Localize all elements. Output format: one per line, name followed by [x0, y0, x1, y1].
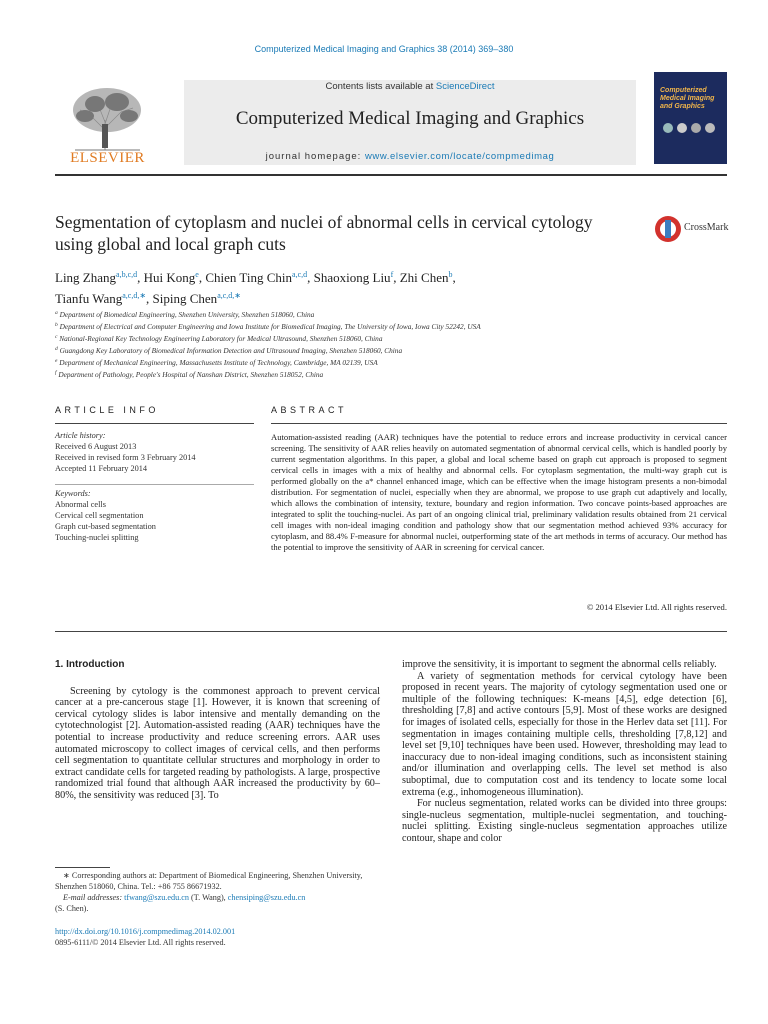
elsevier-wordmark: ELSEVIER	[70, 150, 145, 166]
section-heading-introduction: 1. Introduction	[55, 659, 125, 670]
abstract-rule	[271, 423, 727, 424]
affiliation-item	[55, 368, 715, 380]
keywords-label: Keywords:	[55, 489, 91, 498]
crossmark-badge[interactable]	[654, 213, 734, 245]
affiliation-item	[55, 356, 715, 368]
author-affiliation-marker[interactable]: f	[390, 270, 394, 279]
paper-title: Segmentation of cytoplasm and nuclei of abnormal cells in cervical cytology using global and local graph cuts	[55, 212, 593, 254]
affiliation-marker: f	[55, 370, 57, 376]
author-name[interactable]: Tianfu Wang	[55, 291, 123, 306]
abstract-text: Automation-assisted reading (AAR) techniques have the potential to reduce errors and increase productivity in cervical cancer screening. The sensitivity of AAR relies heavily on automated segmentation of abnormal cervical cells, which is handled poorly by current segmentation algorithms. In this paper, a global and local scheme based on graph cut approach is proposed to segment cervical cells in images with a mix of healthy and abnormal cells. For cytoplasm segmentation, the multi-way graph cut is performed globally on the a* channel enhanced image, which can be effective when the image histogram presents a non-bimodal distribution. For segmentation of nuclei, especially when they are abnormal, we propose to use graph cut adaptively and locally, which allows the combination of intensity, texture, boundary and region information. Two concave points-based approaches are integrated to split the touching-nuclei. As part of an ongoing clinical trial, preliminary validation results obtained from 21 cervical cell images with non-ideal imaging condition and pathology show that our segmentation method achieved 93% accuracy for cytoplasm, and 88.4% F-measure for abnormal nuclei, outperforming state of the art methods in terms of accuracy. Our method has the potential to improve the sensitivity of AAR in screening for cervical cancer.	[271, 432, 727, 552]
keywords-rule	[55, 484, 254, 485]
author-name[interactable]: Zhi Chen	[399, 270, 449, 285]
affiliation-text: National-Regional Key Technology Engineering Laboratory for Medical Ultrasound, Shenzhen 518060, China	[59, 334, 383, 343]
abstract-bottom-rule	[55, 631, 727, 632]
affiliation-text: Department of Electrical and Computer Engineering and Iowa Institute for Biomedical Imaging, The University of Iowa, Iowa City 52242, USA	[59, 322, 481, 331]
homepage-prefix: journal homepage:	[265, 151, 365, 162]
keyword-item: Cervical cell segmentation	[55, 511, 144, 520]
author-separator: ,	[452, 270, 456, 285]
author-affiliation-marker[interactable]: b	[448, 270, 453, 279]
email-link-chen[interactable]: chensiping@szu.edu.cn	[227, 893, 306, 902]
author-separator: ,	[198, 270, 206, 285]
author-affiliation-marker[interactable]: a,c,d,∗	[122, 291, 147, 300]
intro-paragraph-1: Screening by cytology is the commonest approach to prevent cervical cancer at a pre-cancerous stage [1]. However, it is known that screening of cervical cytology slides is labor intensive and mentally demanding on the cytotechnologist [2]. Automation-assisted reading (AAR) techniques have the potential to increase productivity and reduce screening errors. AAR uses automated microscopy to collect images of cervical cells, and then performs cell segmentation to quantitate cellular structures and morphology in order to extract candidate cells for targeted reading by pathologists. A large, prospective randomized trial found that although AAR increased the productivity by 60–80%, the sensitivity was reduced [3]. To	[55, 685, 380, 801]
contents-line	[184, 81, 636, 92]
author-affiliation-marker[interactable]: a,c,d	[292, 270, 308, 279]
email-link-wang[interactable]: tfwang@szu.edu.cn	[124, 893, 189, 902]
affiliation-text: Department of Biomedical Engineering, Shenzhen University, Shenzhen 518060, China	[59, 310, 315, 319]
author-list	[55, 266, 695, 308]
homepage-link[interactable]: www.elsevier.com/locate/compmedimag	[364, 151, 555, 162]
history-received: Received 6 August 2013	[55, 442, 137, 451]
intro-paragraph-3: For nucleus segmentation, related works can be divided into three groups: single-nucleus segmentation, multiple-nuclei segmentation, and touching-nuclei splitting. Existing single-nucleus segmentation approaches utilize contour, shape and color	[402, 798, 727, 844]
intro-paragraph-continued: improve the sensitivity, it is important to segment the abnormal cells reliably.	[402, 659, 717, 670]
keywords-block	[55, 488, 255, 543]
author-name[interactable]: Siping Chen	[152, 291, 218, 306]
journal-title: Computerized Medical Imaging and Graphics	[235, 108, 585, 129]
affiliation-marker: a	[55, 310, 58, 316]
issn-line: 0895-6111/© 2014 Elsevier Ltd. All rights reserved.	[55, 938, 226, 947]
affiliation-marker: b	[55, 322, 58, 328]
history-accepted: Accepted 11 February 2014	[55, 464, 148, 473]
author-separator: ,	[137, 270, 144, 285]
footnote-email1-note: (T. Wang),	[188, 893, 228, 902]
history-revised: Received in revised form 3 February 2014	[55, 453, 196, 462]
sciencedirect-link[interactable]: ScienceDirect	[435, 81, 495, 92]
affiliation-item	[55, 332, 715, 344]
cover-title: Computerized Medical Imaging and Graphics	[660, 87, 715, 110]
affiliation-list	[55, 308, 715, 380]
keyword-item: Abnormal cells	[55, 500, 106, 509]
affiliation-text: Department of Pathology, People's Hospital of Nanshan District, Shenzhen 518052, China	[58, 370, 324, 379]
journal-reference-link[interactable]: Computerized Medical Imaging and Graphics 38 (2014) 369–380	[254, 44, 514, 54]
intro-paragraph-2: A variety of segmentation methods for cervical cytology have been proposed in recent years. The majority of cytology segmentation used one or multiple of the following techniques: K-means [4,5], edge detection [6], thresholding [7,8] and active contours [5,9]. Most of these works are designed for images of isolated cells, especially for those in the Herlev data set [11]. For segmentation in images containing multiple cells, thresholding [7,8,12] and level set [9,10] techniques have been used. However, thresholding may lead to inaccuracy due to non-ideal imaging conditions, such as inconsistent staining and/or illumination and overlapping cells. The level set method is also suboptimal, due to computation cost and its tendency to locate some local extrema (e.g., inhomogeneous illumination).	[402, 670, 727, 798]
header-rule	[55, 174, 727, 176]
footnote-rule	[55, 867, 110, 868]
author-name[interactable]: Hui Kong	[143, 270, 196, 285]
keyword-item: Touching-nuclei splitting	[55, 533, 139, 542]
corresponding-author-footnote	[55, 870, 380, 914]
body-column-right	[402, 659, 727, 845]
abstract-heading: ABSTRACT	[271, 405, 348, 415]
author-name[interactable]: Shaoxiong Liu	[313, 270, 391, 285]
footnote-email-label: E-mail addresses:	[63, 893, 125, 902]
keyword-item: Graph cut-based segmentation	[55, 522, 156, 531]
doi-link[interactable]: http://dx.doi.org/10.1016/j.compmedimag.2014.02.001	[55, 927, 236, 936]
affiliation-marker: d	[55, 346, 58, 352]
cover-images	[660, 122, 720, 134]
author-separator: ,	[307, 270, 314, 285]
author-affiliation-marker[interactable]: a,b,c,d	[116, 270, 138, 279]
affiliation-marker: e	[55, 358, 58, 364]
contents-prefix: Contents lists available at	[325, 81, 436, 92]
homepage-line	[184, 151, 636, 162]
affiliation-marker: c	[55, 334, 58, 340]
article-history	[55, 430, 255, 474]
article-info-rule	[55, 423, 254, 424]
author-affiliation-marker[interactable]: a,c,d,∗	[217, 291, 241, 300]
author-name[interactable]: Chien Ting Chin	[205, 270, 293, 285]
author-name[interactable]: Ling Zhang	[55, 270, 117, 285]
author-affiliation-marker[interactable]: e	[195, 270, 199, 279]
author-separator: ,	[146, 291, 153, 306]
affiliation-text: Guangdong Key Laboratory of Biomedical Information Detection and Ultrasound Imaging, Shenzhen 518060, China	[59, 346, 403, 355]
crossmark-label: CrossMark	[684, 222, 729, 233]
affiliation-item	[55, 308, 715, 320]
abstract-copyright: © 2014 Elsevier Ltd. All rights reserved.	[586, 602, 727, 612]
doi-block	[55, 926, 385, 948]
affiliation-text: Department of Mechanical Engineering, Massachusetts Institute of Technology, Cambridge, MA 02139, USA	[59, 358, 378, 367]
crossmark-icon	[654, 213, 682, 245]
article-info-heading: ARTICLE INFO	[55, 405, 159, 415]
affiliation-item	[55, 320, 715, 332]
footnote-corresponding: ∗ Corresponding authors at: Department of Biomedical Engineering, Shenzhen University, Shenzhen 518060, China. Tel.: +86 755 86671932.	[55, 871, 363, 891]
footnote-email2-note: (S. Chen).	[55, 904, 89, 913]
history-label: Article history:	[55, 431, 106, 440]
author-separator: ,	[393, 270, 400, 285]
journal-cover-thumbnail[interactable]	[654, 72, 727, 164]
body-column-left	[55, 659, 380, 802]
affiliation-item	[55, 344, 715, 356]
